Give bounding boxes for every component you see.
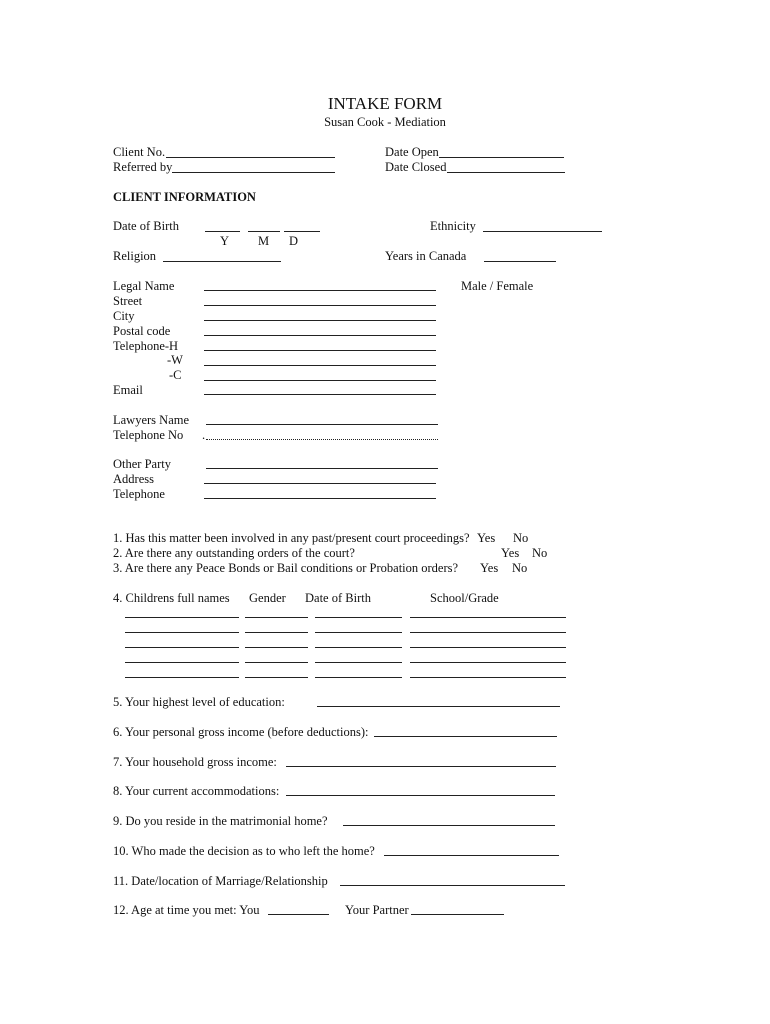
legal-name-field[interactable] — [204, 290, 436, 291]
lawyer-telephone-label: Telephone No — [113, 428, 184, 442]
telephone-c-label: -C — [169, 368, 182, 382]
date-closed-field[interactable] — [447, 172, 565, 173]
dob-month-field[interactable] — [248, 231, 280, 232]
street-field[interactable] — [204, 305, 436, 306]
question-1: 1. Has this matter been involved in any past/present court proceedings? — [113, 531, 470, 545]
gender-options[interactable]: Male / Female — [461, 279, 534, 293]
city-field[interactable] — [204, 320, 436, 321]
child-name-field[interactable] — [125, 617, 239, 618]
form-subtitle: Susan Cook - Mediation — [324, 115, 446, 129]
question-2-no[interactable]: No — [532, 546, 548, 560]
child-school-field[interactable] — [410, 647, 566, 648]
child-dob-field[interactable] — [315, 677, 402, 678]
question-7: 7. Your household gross income: — [113, 755, 277, 769]
question-5: 5. Your highest level of education: — [113, 695, 285, 709]
child-name-field[interactable] — [125, 662, 239, 663]
other-party-label: Other Party — [113, 457, 171, 471]
child-gender-field[interactable] — [245, 677, 308, 678]
child-school-field[interactable] — [410, 617, 566, 618]
child-dob-field[interactable] — [315, 662, 402, 663]
email-field[interactable] — [204, 394, 436, 395]
lawyers-name-label: Lawyers Name — [113, 413, 190, 427]
child-gender-field[interactable] — [245, 632, 308, 633]
children-gender-header: Gender — [249, 591, 286, 605]
question-10: 10. Who made the decision as to who left the home? — [113, 844, 375, 858]
ethnicity-label: Ethnicity — [430, 219, 476, 233]
question-9: 9. Do you reside in the matrimonial home? — [113, 814, 328, 828]
question-3-no[interactable]: No — [512, 561, 528, 575]
question-7-field[interactable] — [286, 766, 556, 767]
address-label: Address — [113, 472, 154, 486]
children-names-header: 4. Childrens full names — [113, 591, 230, 605]
city-label: City — [113, 309, 135, 323]
child-name-field[interactable] — [125, 647, 239, 648]
other-party-field[interactable] — [206, 468, 438, 469]
dob-day-field[interactable] — [284, 231, 320, 232]
question-9-field[interactable] — [343, 825, 555, 826]
date-open-label: Date Open — [385, 145, 439, 159]
dob-m-label: M — [258, 234, 270, 248]
question-2: 2. Are there any outstanding orders of the court? — [113, 546, 355, 560]
question-1-yes[interactable]: Yes — [477, 531, 496, 545]
telephone-w-label: -W — [167, 353, 183, 367]
child-dob-field[interactable] — [315, 647, 402, 648]
child-school-field[interactable] — [410, 677, 566, 678]
question-1-no[interactable]: No — [513, 531, 529, 545]
question-8-field[interactable] — [286, 795, 555, 796]
lawyers-name-field[interactable] — [206, 424, 438, 425]
dob-y-label: Y — [220, 234, 230, 248]
question-5-field[interactable] — [317, 706, 560, 707]
child-gender-field[interactable] — [245, 647, 308, 648]
child-name-field[interactable] — [125, 632, 239, 633]
legal-name-label: Legal Name — [113, 279, 175, 293]
street-label: Street — [113, 294, 143, 308]
email-label: Email — [113, 383, 143, 397]
years-in-canada-field[interactable] — [484, 261, 556, 262]
question-2-yes[interactable]: Yes — [501, 546, 520, 560]
question-6-field[interactable] — [374, 736, 557, 737]
client-no-field[interactable] — [166, 157, 335, 158]
question-6: 6. Your personal gross income (before deductions): — [113, 725, 369, 739]
child-gender-field[interactable] — [245, 617, 308, 618]
question-12-partner-field[interactable] — [411, 914, 504, 915]
dob-year-field[interactable] — [205, 231, 240, 232]
child-school-field[interactable] — [410, 632, 566, 633]
postal-code-field[interactable] — [204, 335, 436, 336]
child-school-field[interactable] — [410, 662, 566, 663]
telephone-h-field[interactable] — [204, 350, 436, 351]
religion-label: Religion — [113, 249, 157, 263]
telephone-w-field[interactable] — [204, 365, 436, 366]
referred-by-label: Referred by — [113, 160, 173, 174]
dob-label: Date of Birth — [113, 219, 179, 233]
children-school-header: School/Grade — [430, 591, 499, 605]
child-name-field[interactable] — [125, 677, 239, 678]
lawyer-telephone-dot: . — [202, 428, 206, 442]
ethnicity-field[interactable] — [483, 231, 602, 232]
telephone-h-label: Telephone-H — [113, 339, 179, 353]
client-no-label: Client No. — [113, 145, 166, 159]
postal-code-label: Postal code — [113, 324, 171, 338]
question-12-you-field[interactable] — [268, 914, 329, 915]
section-title: CLIENT INFORMATION — [113, 190, 256, 204]
telephone-c-field[interactable] — [204, 380, 436, 381]
referred-by-field[interactable] — [172, 172, 335, 173]
child-dob-field[interactable] — [315, 617, 402, 618]
question-12-partner: Your Partner — [345, 903, 409, 917]
child-dob-field[interactable] — [315, 632, 402, 633]
children-dob-header: Date of Birth — [305, 591, 371, 605]
lawyer-telephone-field[interactable] — [206, 439, 438, 440]
date-open-field[interactable] — [439, 157, 564, 158]
religion-field[interactable] — [163, 261, 281, 262]
question-11-field[interactable] — [340, 885, 565, 886]
question-8: 8. Your current accommodations: — [113, 784, 280, 798]
question-10-field[interactable] — [384, 855, 559, 856]
question-3-yes[interactable]: Yes — [480, 561, 499, 575]
question-12: 12. Age at time you met: You — [113, 903, 260, 917]
dob-d-label: D — [289, 234, 299, 248]
other-telephone-label: Telephone — [113, 487, 165, 501]
question-11: 11. Date/location of Marriage/Relationship — [113, 874, 328, 888]
question-3: 3. Are there any Peace Bonds or Bail conditions or Probation orders? — [113, 561, 459, 575]
form-title: INTAKE FORM — [327, 94, 443, 113]
date-closed-label: Date Closed — [385, 160, 447, 174]
other-telephone-field[interactable] — [204, 498, 436, 499]
address-field[interactable] — [204, 483, 436, 484]
years-in-canada-label: Years in Canada — [385, 249, 467, 263]
child-gender-field[interactable] — [245, 662, 308, 663]
